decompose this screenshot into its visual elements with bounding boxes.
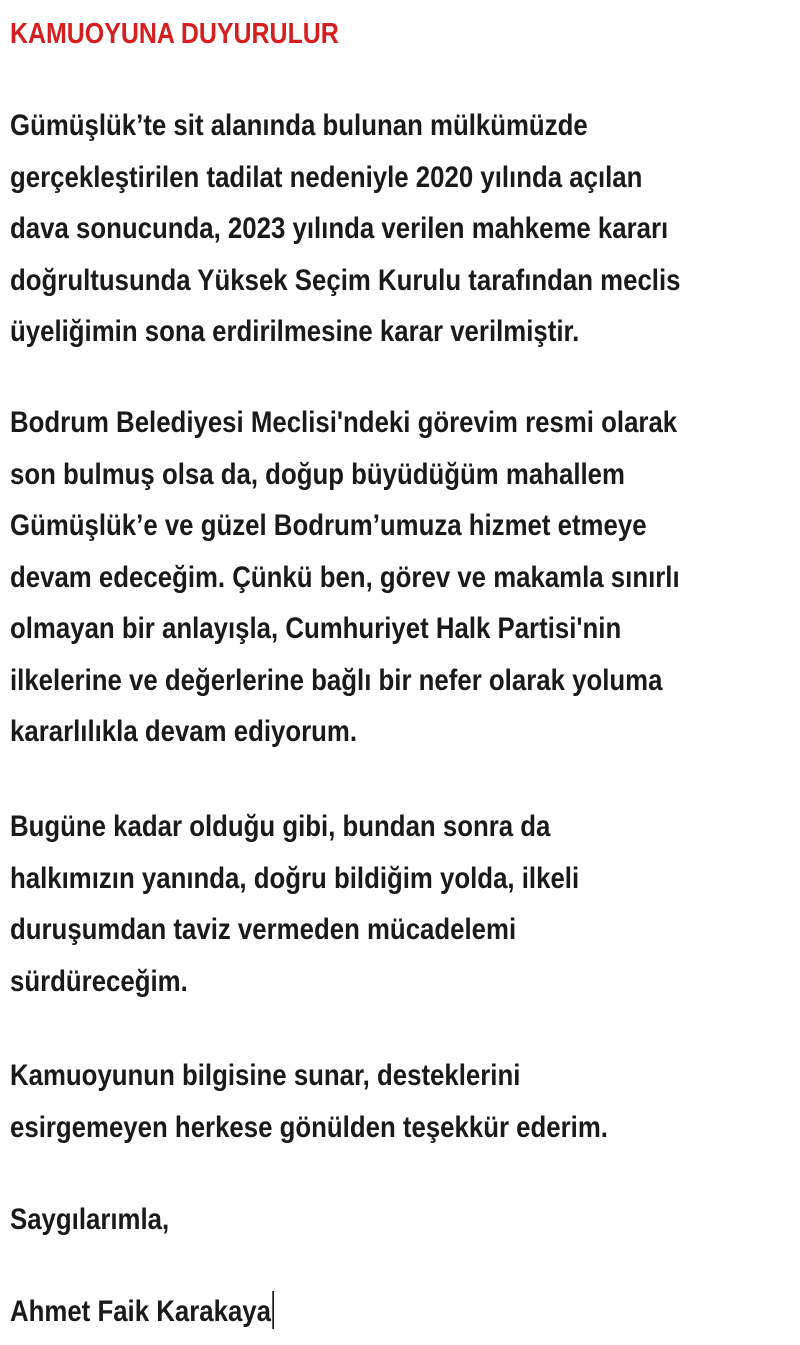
paragraph-line: Gümüşlük’e ve güzel Bodrum’umuza hizmet etmeye [10, 509, 647, 542]
paragraph-line: olmayan bir anlayışla, Cumhuriyet Halk Partisi'nin [10, 612, 622, 645]
paragraph-line: üyeliğimin sona erdirilmesine karar verilmiştir. [10, 315, 580, 348]
paragraph-line: duruşumdan taviz vermeden mücadelemi [10, 913, 517, 946]
closing-salutation [10, 1194, 169, 1246]
paragraph-line: Gümüşlük’te sit alanında bulunan mülkümüzde [10, 109, 588, 142]
paragraph-line: halkımızın yanında, doğru bildiğim yolda, ilkeli [10, 861, 580, 895]
paragraph-line: Kamuoyunun bilgisine sunar, desteklerini [10, 1059, 521, 1092]
paragraph-line: Bodrum Belediyesi Meclisi'ndeki görevim resmi olarak [10, 406, 678, 439]
paragraph-line: ilkelerine ve değerlerine bağlı bir nefer olarak yoluma [10, 663, 663, 697]
paragraph-line: gerçekleştirilen tadilat nedeniyle 2020 yılında açılan [10, 160, 643, 194]
paragraph-thanks [10, 1050, 608, 1153]
signature-name: Ahmet Faik Karakaya [10, 1295, 272, 1328]
paragraph-line: kararlılıkla devam ediyorum. [10, 715, 358, 748]
paragraph-court-decision [10, 100, 680, 358]
paragraph-principled-stance [10, 801, 579, 1007]
announcement-title: KAMUOYUNA DUYURULUR [10, 18, 339, 50]
paragraph-line: son bulmuş olsa da, doğup büyüdüğüm mahallem [10, 457, 625, 491]
paragraph-line: Bugüne kadar olduğu gibi, bundan sonra da [10, 810, 551, 843]
signature-line[interactable] [10, 1286, 274, 1338]
text-cursor [272, 1291, 274, 1329]
closing-text: Saygılarımla, [10, 1203, 170, 1236]
paragraph-line: dava sonucunda, 2023 yılında verilen mahkeme kararı [10, 212, 669, 245]
paragraph-continue-service [10, 397, 680, 758]
paragraph-line: devam edeceğim. Çünkü ben, görev ve makamla sınırlı [10, 560, 680, 594]
paragraph-line: esirgemeyen herkese gönülden teşekkür ederim. [10, 1110, 608, 1144]
paragraph-line: doğrultusunda Yüksek Seçim Kurulu tarafından meclis [10, 263, 681, 297]
paragraph-line: sürdüreceğim. [10, 964, 188, 998]
